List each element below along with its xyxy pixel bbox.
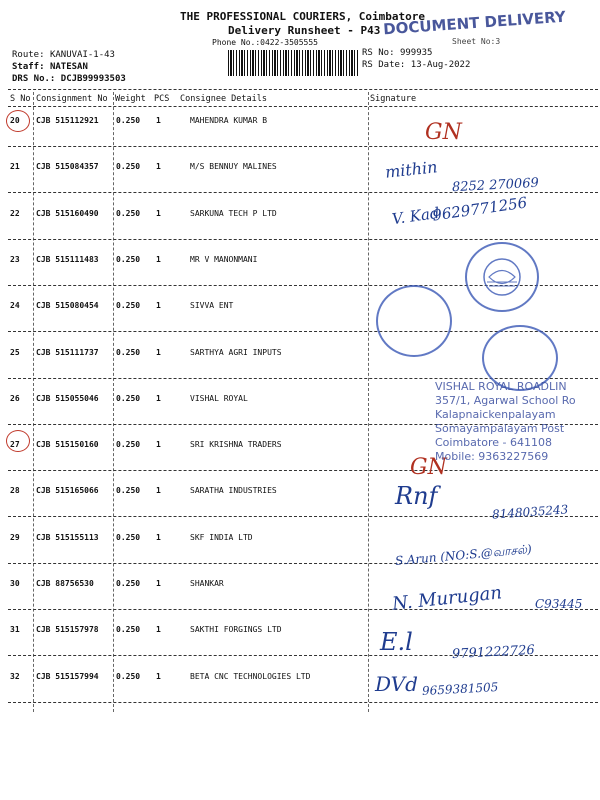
- row-consignee: SRI KRISHNA TRADERS: [190, 440, 282, 449]
- route-label: Route:: [12, 50, 45, 60]
- row-consignee: SARATHA INDUSTRIES: [190, 486, 277, 495]
- row-pcs: 1: [156, 672, 161, 681]
- rs-date-label: RS Date:: [362, 60, 406, 70]
- row-divider: [8, 470, 598, 471]
- row-sno: 31: [10, 625, 20, 634]
- signature-22-phone: 9629771256: [431, 193, 529, 225]
- row-pcs: 1: [156, 394, 161, 403]
- row-weight: 0.250: [116, 672, 141, 681]
- row-sno: 21: [10, 162, 20, 171]
- column-header-consignment: Consignment No: [36, 94, 108, 104]
- route-line: [12, 50, 115, 60]
- row-pcs: 1: [156, 579, 161, 588]
- row-consignee: SARTHYA AGRI INPUTS: [190, 348, 282, 357]
- row-consignment: CJB 515157994: [36, 672, 99, 681]
- row-sno: 26: [10, 394, 20, 403]
- red-circle-mark: [6, 430, 30, 452]
- vishal-stamp-line3: Kalapnaickenpalayam: [435, 408, 556, 421]
- row-consignee: SHANKAR: [190, 579, 224, 588]
- row-pcs: 1: [156, 301, 161, 310]
- route-value: KANUVAI-1-43: [49, 50, 115, 60]
- row-consignee: VISHAL ROYAL: [190, 394, 248, 403]
- row-sno: 32: [10, 672, 20, 681]
- row-weight: 0.250: [116, 348, 141, 357]
- phone-number: Phone No.:0422-3505555: [212, 38, 318, 47]
- drs-label: DRS No.:: [12, 74, 56, 84]
- staff-label: Staff:: [12, 62, 45, 72]
- row-consignee: MR V MANONMANI: [190, 255, 258, 264]
- vishal-stamp-line5: Coimbatore - 641108: [435, 436, 552, 449]
- row-weight: 0.250: [116, 440, 141, 449]
- column-divider: [113, 92, 114, 712]
- row-consignment: CJB 515111737: [36, 348, 99, 357]
- row-pcs: 1: [156, 255, 161, 264]
- signature-29: S.Arun (NO:S.@வாசல்): [394, 542, 533, 568]
- signature-21-phone: 8252 270069: [451, 175, 540, 196]
- row-weight: 0.250: [116, 255, 141, 264]
- column-divider: [368, 92, 369, 712]
- row-consignment: CJB 515112921: [36, 116, 99, 125]
- row-pcs: 1: [156, 533, 161, 542]
- row-weight: 0.250: [116, 162, 141, 171]
- column-header-signature: Signature: [370, 94, 417, 104]
- row-weight: 0.250: [116, 579, 141, 588]
- staff-value: NATESAN: [49, 62, 88, 72]
- row-pcs: 1: [156, 440, 161, 449]
- row-weight: 0.250: [116, 209, 141, 218]
- column-header-consignee: Consignee Details: [180, 94, 267, 104]
- row-consignment: CJB 515150160: [36, 440, 99, 449]
- signature-30-phone: C93445: [535, 597, 583, 611]
- row-weight: 0.250: [116, 625, 141, 634]
- signature-28: Rnf: [395, 482, 438, 510]
- row-divider: [8, 146, 598, 147]
- row-sno: 20: [10, 116, 20, 125]
- row-sno: 25: [10, 348, 20, 357]
- row-consignee: BETA CNC TECHNOLOGIES LTD: [190, 672, 311, 681]
- company-seal: [376, 285, 452, 357]
- drs-line: [12, 74, 126, 84]
- staff-line: [12, 62, 88, 72]
- row-consignment: CJB 515160490: [36, 209, 99, 218]
- row-consignment: CJB 515111483: [36, 255, 99, 264]
- signature-27: GN: [410, 455, 447, 480]
- row-consignee: MAHENDRA KUMAR B: [190, 116, 268, 125]
- vishal-stamp-line1: VISHAL ROYAL ROADLIN: [435, 380, 567, 393]
- row-consignment: CJB 515157978: [36, 625, 99, 634]
- row-sno: 23: [10, 255, 20, 264]
- column-divider: [33, 92, 34, 712]
- column-header-weight: Weight: [115, 94, 146, 104]
- row-weight: 0.250: [116, 533, 141, 542]
- row-divider: [8, 563, 598, 564]
- column-header-pcs: PCS: [154, 94, 170, 104]
- row-sno: 24: [10, 301, 20, 310]
- row-weight: 0.250: [116, 116, 141, 125]
- row-pcs: 1: [156, 625, 161, 634]
- signature-28-phone: 8148035243: [491, 502, 569, 522]
- rs-number-value: 999935: [399, 48, 433, 58]
- rs-date-value: 13-Aug-2022: [410, 60, 471, 70]
- signature-31: E.l: [380, 628, 413, 656]
- rs-number-label: RS No:: [362, 48, 395, 58]
- row-sno: 30: [10, 579, 20, 588]
- row-consignment: CJB 515055046: [36, 394, 99, 403]
- row-weight: 0.250: [116, 301, 141, 310]
- row-consignee: SARKUNA TECH P LTD: [190, 209, 277, 218]
- column-header-sno: S No: [10, 94, 31, 104]
- vishal-stamp-line6: Mobile: 9363227569: [435, 450, 549, 463]
- document-subtitle: Delivery Runsheet - P43: [228, 24, 381, 37]
- row-consignment: CJB 515155113: [36, 533, 99, 542]
- signature-21: mithin: [384, 157, 439, 182]
- row-sno: 27: [10, 440, 20, 449]
- row-weight: 0.250: [116, 486, 141, 495]
- barcode: [228, 50, 358, 76]
- row-pcs: 1: [156, 209, 161, 218]
- row-divider: [8, 702, 598, 703]
- row-consignee: SKF INDIA LTD: [190, 533, 253, 542]
- vishal-stamp-line4: Somayampalayam Post: [435, 422, 565, 435]
- sheet-number: Sheet No:3: [452, 37, 501, 46]
- rs-date-line: [362, 60, 470, 70]
- row-weight: 0.250: [116, 394, 141, 403]
- header-bottom-rule: [8, 106, 598, 107]
- row-divider: [8, 609, 598, 610]
- row-sno: 28: [10, 486, 20, 495]
- signature-30: N. Murugan: [391, 582, 503, 615]
- company-seal: [465, 242, 539, 312]
- row-sno: 29: [10, 533, 20, 542]
- row-sno: 22: [10, 209, 20, 218]
- row-pcs: 1: [156, 348, 161, 357]
- header-top-rule: [8, 89, 598, 90]
- rs-number-line: [362, 48, 432, 58]
- signature-32: DVd: [375, 672, 418, 696]
- seal-emblem-icon: [467, 244, 537, 310]
- row-divider: [8, 239, 598, 240]
- row-consignee: SAKTHI FORGINGS LTD: [190, 625, 282, 634]
- signature-31-phone: 9791222726: [451, 642, 536, 663]
- row-pcs: 1: [156, 162, 161, 171]
- signature-32-phone: 9659381505: [421, 680, 499, 698]
- document-title: THE PROFESSIONAL COURIERS, Coimbatore: [180, 10, 426, 23]
- row-consignee: M/S BENNUY MALINES: [190, 162, 277, 171]
- row-consignee: SIVVA ENT: [190, 301, 234, 310]
- signature-22: V. Kad: [390, 203, 441, 229]
- row-consignment: CJB 515165066: [36, 486, 99, 495]
- signature-20: GN: [425, 120, 462, 145]
- row-consignment: CJB 515084357: [36, 162, 99, 171]
- row-pcs: 1: [156, 116, 161, 125]
- row-pcs: 1: [156, 486, 161, 495]
- red-circle-mark: [6, 110, 30, 132]
- row-consignment: CJB 515080454: [36, 301, 99, 310]
- vishal-stamp-line2: 357/1, Agarwal School Ro: [435, 394, 576, 407]
- row-consignment: CJB 88756530: [36, 579, 94, 588]
- document-delivery-stamp: DOCUMENT DELIVERY: [382, 7, 567, 39]
- drs-value: DCJB99993503: [60, 74, 126, 84]
